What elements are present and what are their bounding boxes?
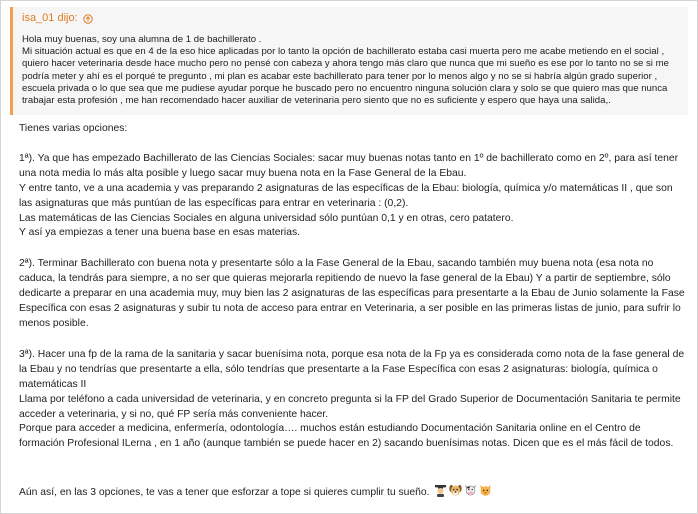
option-1-paragraph: Y así ya empiezas a tener una buena base en esas materias.	[19, 227, 300, 239]
quote-text	[22, 34, 680, 107]
option-3-paragraph: 3ª). Hacer una fp de la rama de la sanitaria y sacar buenísima nota, porque esa nota de la Fp ya es considerada como nota de la fase general de la Ebau y no tendrías que presentarte a ella, sólo tendrías que presentarte a la Fase Específica con esas 2 asignaturas: biología, química o matemáticas II	[19, 348, 685, 390]
cat-emoji-icon	[479, 483, 492, 497]
quote-line: Hola muy buenas, soy una alumna de 1 de bachillerato .	[22, 34, 262, 45]
option-1-paragraph: 1ª). Ya que has empezado Bachillerato de las Ciencias Sociales: sacar muy buenas notas tanto en 1º de bachillerato como en 2º, para así tener una nota media lo más alta posible y luego sacar muy buena nota en la Fase General de la Ebau.	[19, 152, 679, 179]
reply-intro: Tienes varias opciones:	[19, 123, 128, 134]
quote-author-link[interactable]: isa_01 dijo:	[22, 12, 78, 24]
graduate-emoji-icon	[434, 483, 447, 497]
dog-emoji-icon	[449, 483, 462, 497]
closing-text: Aún así, en las 3 opciones, te vas a tener que esforzar a tope si quieres cumplir tu sueño.	[19, 487, 430, 499]
option-3-paragraph: Llama por teléfono a cada universidad de veterinaria, y en concreto pregunta si la FP del Grado Superior de Documentación Sanitaria te permite acceder a veterinaria, y si no, qué FP sería más conveniente hacer.	[19, 393, 681, 420]
option-1-paragraph: Y entre tanto, ve a una academia y vas preparando 2 asignaturas de las específicas de la Ebau: biología, química y/o matemáticas II , que son las asignaturas que más puntúan de las específicas para entrar en veterinaria : (0,2).	[19, 182, 673, 209]
closing-line	[19, 483, 687, 501]
emoji-group	[434, 483, 492, 497]
option-3-paragraph: Porque para acceder a medicina, enfermería, odontología…. muchos están estudiando Documentación Sanitaria online en el Centro de formación Profesional ILerna , en 1 año (aunque también se puede hacer en 2) sacando buenísimas notas. Dicen que es el más fácil de todos.	[19, 423, 674, 450]
arrow-up-circle-icon[interactable]	[83, 14, 93, 24]
quote-header	[22, 12, 680, 25]
quote-block	[10, 7, 688, 115]
cow-emoji-icon	[464, 483, 477, 497]
option-2-paragraph: 2ª). Terminar Bachillerato con buena nota y presentarte sólo a la Fase General de la Ebau, sacando también muy buena nota (esa nota no caduca, la tendrás para siempre, a no ser que quieras mejorarla repitiendo de nuevo la fase general de la Ebau) Y a partir de septiembre, sólo dedicarte a preparar en una academia muy, muy bien las 2 asignaturas de las específicas para presentarte a la Ebau de Junio solamente la Fase Específica con esas 2 asignaturas y subir tu nota de acceso para entrar en Veterinaria, a ser posible en las primeras listas de junio, para sufrir lo menos posible.	[19, 258, 685, 329]
option-1-paragraph: Las matemáticas de las Ciencias Sociales en alguna universidad sólo puntúan 0,1 y en otras, cero patatero.	[19, 212, 514, 224]
quote-line: Mi situación actual es que en 4 de la eso hice aplicadas por lo tanto la opción de bachillerato estaba casi muerta pero me acabe metiendo en el social , quiero hacer veterinaria desde hace mucho pero no pensé con cabeza y ahora tengo más claro que nunca que mi sueño es ese por lo tanto no se si me podría meter y ahí es el porqué te pregunto , mi plan es acabar este bachillerato para tener por lo menos algo y no se si habría algún grado superior , escuela privada o lo que sea que me pudiese ayudar porque he buscado pero no encuentro ninguna solución clara y solo se que quiero mas que nunca trabajar esta profesión , me han recomendado hacer auxiliar de veterinaria pero siento que no es suficiente y espero que haya una salida,.	[22, 46, 669, 107]
reply-content	[19, 122, 687, 501]
